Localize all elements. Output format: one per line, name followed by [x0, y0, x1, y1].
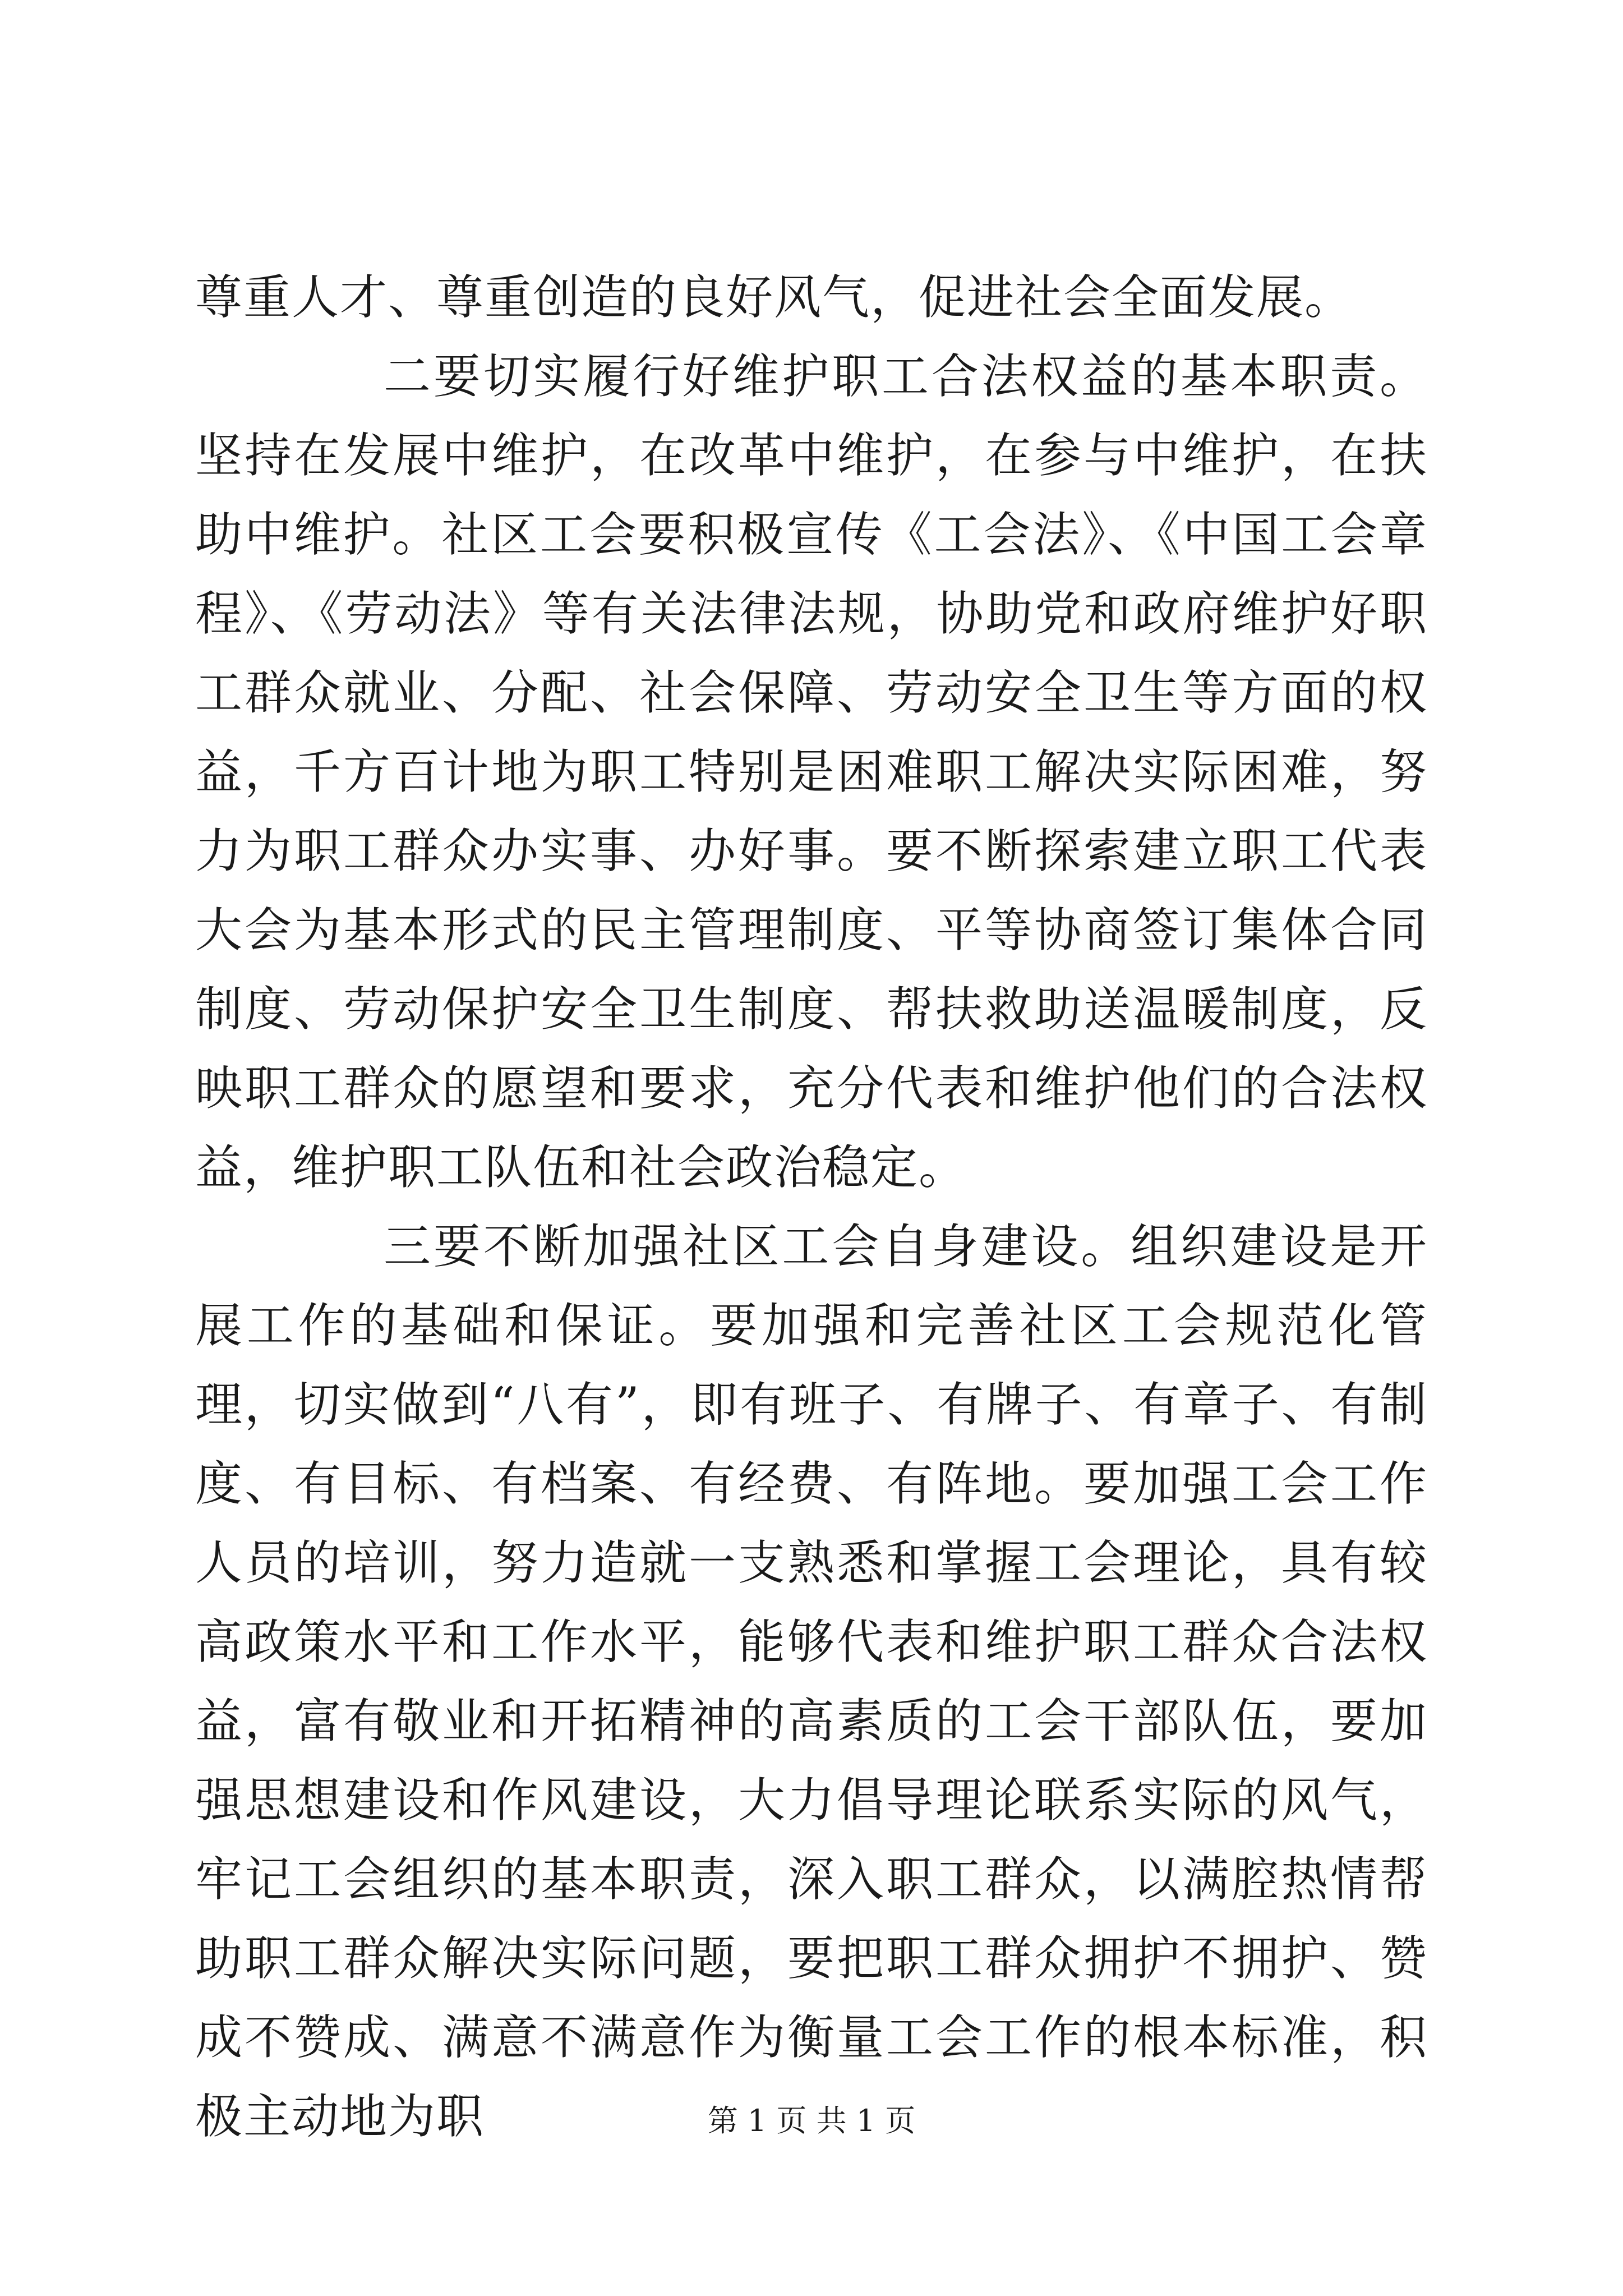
paragraph-continuation: 尊重人才、尊重创造的良好风气，促进社会全面发展。 [195, 270, 1353, 325]
paragraph-self-construction: 三要不断加强社区工会自身建设。组织建设是开展工作的基础和保证。要加强和完善社区工会规范化管理，切实做到“八有”，即有班子、有牌子、有章子、有制度、有目标、有档案、有经费、有阵地。要加强工会工作人员的培训，努力造就一支熟悉和掌握工会理论，具有较高政策水平和工作水平，能够代表和维护职工群众合法权益，富有敬业和开拓精神的高素质的工会干部队伍，要加强思想建设和作风建设，大力倡导理论联系实际的风气，牢记工会组织的基本职责，深入职工群众，以满腔热情帮助职工群众解决实际问题，要把职工群众拥护不拥护、赞成不赞成、满意不满意作为衡量工会工作的根本标准，积极主动地为职 [195, 1219, 1428, 2144]
document-body [195, 258, 1428, 2156]
page-footer: 第 1 页 共 1 页 [707, 2103, 916, 2138]
paragraph-rights-protection: 二要切实履行好维护职工合法权益的基本职责。坚持在发展中维护，在改革中维护，在参与中维护，在扶助中维护。社区工会要积极宣传《工会法》、《中国工会章程》、《劳动法》等有关法律法规，协助党和政府维护好职工群众就业、分配、社会保障、劳动安全卫生等方面的权益，千方百计地为职工特别是困难职工解决实际困难，努力为职工群众办实事、办好事。要不断探索建立职工代表大会为基本形式的民主管理制度、平等协商签订集体合同制度、劳动保护安全卫生制度、帮扶救助送温暖制度，反映职工群众的愿望和要求，充分代表和维护他们的合法权益，维护职工队伍和社会政治稳定。 [195, 349, 1428, 1195]
